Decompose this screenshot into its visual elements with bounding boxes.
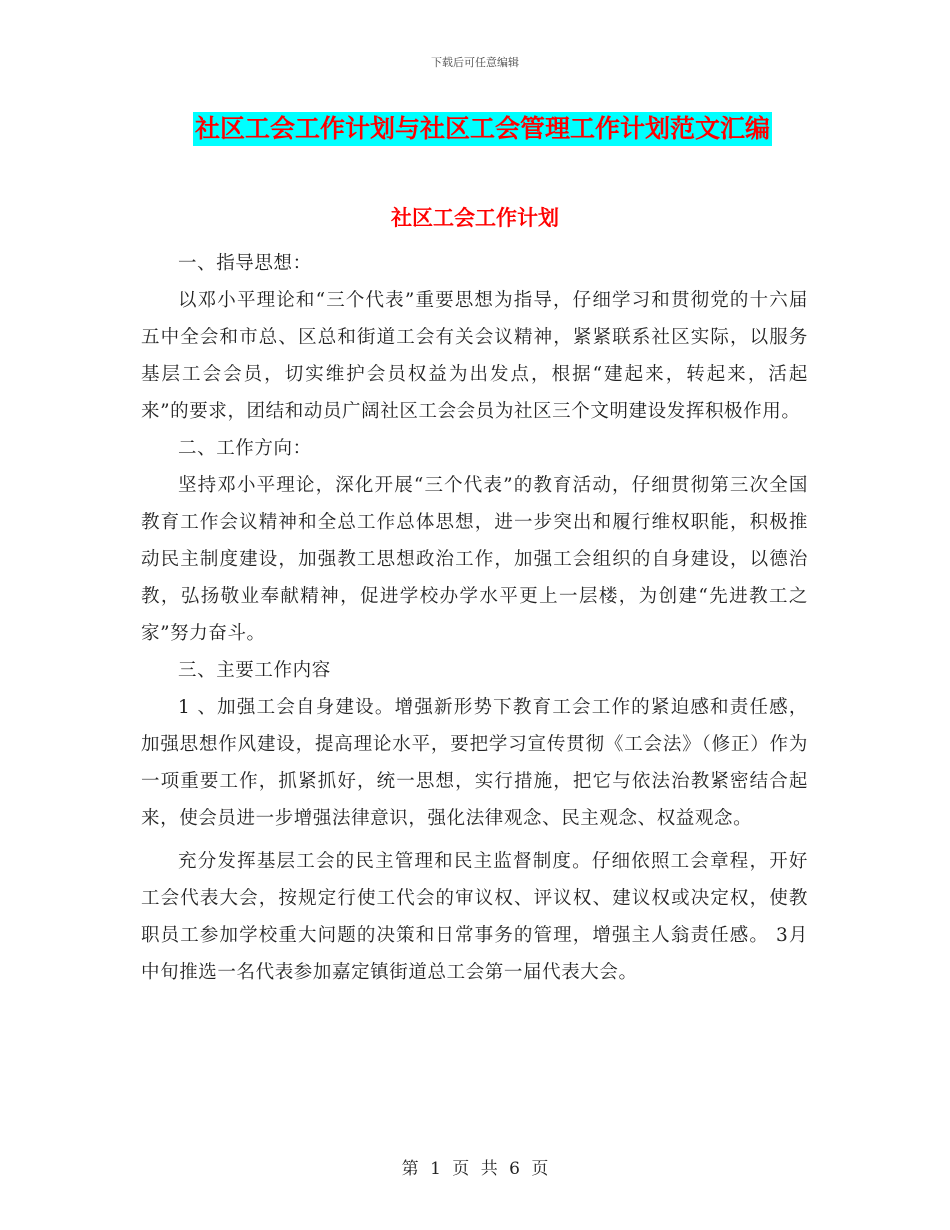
page-footer: 第 1 页 共 6 页	[401, 1159, 549, 1179]
document-title: 社区工会工作计划与社区工会管理工作计划范文汇编	[193, 112, 772, 146]
paragraph-work-direction: 坚持邓小平理论，深化开展“三个代表”的教育活动，仔细贯彻第三次全国教育工作会议精神和全总工作总体思想，进一步突出和履行维权职能，积极推动民主制度建设，加强教工思想政治工作，加强工会组织的自身建设，以德治教，弘扬敬业奉献精神，促进学校办学水平更上一层楼，为创建“先进教工之家”努力奋斗。	[141, 475, 808, 644]
heading-work-direction: 二、工作方向：	[178, 438, 312, 459]
header-note: 下载后可任意编辑	[431, 56, 519, 69]
heading-main-content: 三、主要工作内容	[178, 660, 331, 681]
heading-guiding-ideology: 一、指导思想：	[178, 253, 312, 274]
section-title: 社区工会工作计划	[391, 206, 559, 230]
paragraph-self-building: 1 、加强工会自身建设。增强新形势下教育工会工作的紧迫感和责任感，加强思想作风建设，提高理论水平，要把学习宣传贯彻《工会法》（修正）作为一项重要工作，抓紧抓好，统一思想，实行措施，把它与依法治教紧密结合起来，使会员进一步增强法律意识，强化法律观念、民主观念、权益观念。	[141, 697, 808, 829]
paragraph-democratic-management: 充分发挥基层工会的民主管理和民主监督制度。仔细依照工会章程，开好工会代表大会，按规定行使工代会的审议权、评议权、建议权或决定权，使教职员工参加学校重大问题的决策和日常事务的管理，增强主人翁责任感。 3月中旬推选一名代表参加嘉定镇街道总工会第一届代表大会。	[141, 851, 808, 983]
paragraph-guiding-ideology: 以邓小平理论和“三个代表”重要思想为指导，仔细学习和贯彻党的十六届五中全会和市总、区总和街道工会有关会议精神，紧紧联系社区实际，以服务基层工会会员，切实维护会员权益为出发点，根据“建起来，转起来，活起来”的要求，团结和动员广阔社区工会会员为社区三个文明建设发挥积极作用。	[141, 290, 808, 422]
document-body	[141, 245, 808, 991]
